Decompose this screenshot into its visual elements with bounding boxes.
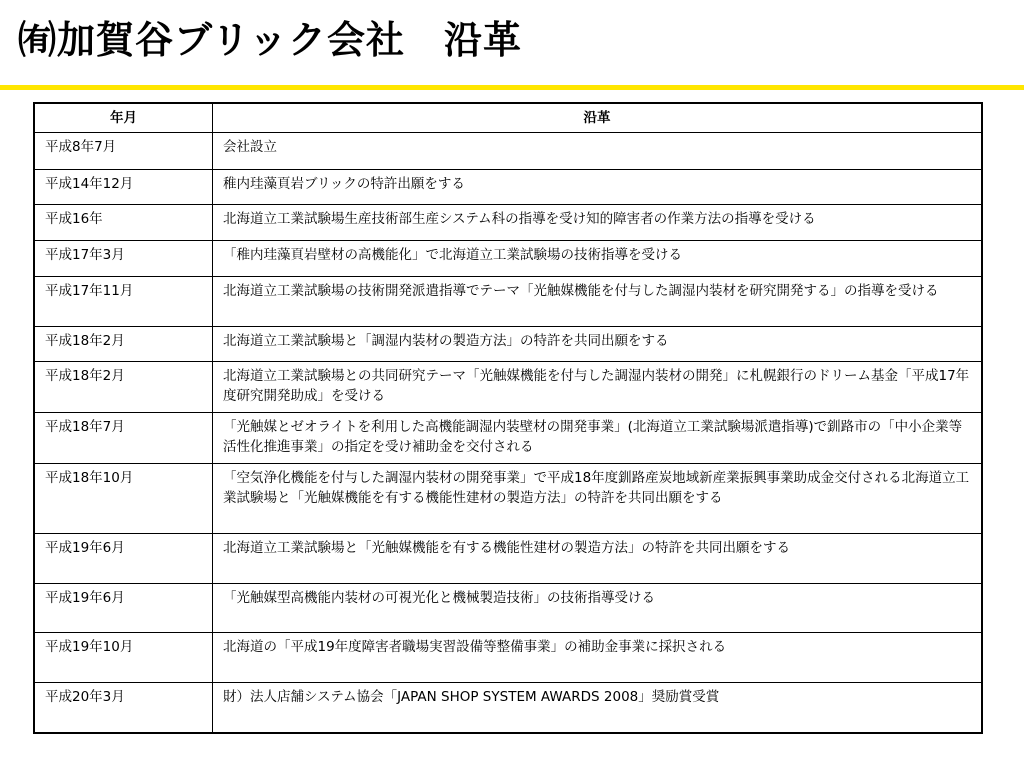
row-history-text: 財）法人店舗システム協会「JAPAN SHOP SYSTEM AWARDS 2008」奨励賞受賞 xyxy=(213,683,983,733)
table-row xyxy=(34,205,982,241)
row-history-text: 北海道の「平成19年度障害者職場実習設備等整備事業」の補助金事業に採択される xyxy=(213,633,983,683)
table-row xyxy=(34,133,982,170)
row-history-text: 北海道立工業試験場と「調湿内装材の製造方法」の特許を共同出願をする xyxy=(213,327,983,362)
table-header-row xyxy=(34,103,982,133)
row-date: 平成14年12月 xyxy=(34,170,213,205)
table-row xyxy=(34,534,982,584)
table-row xyxy=(34,277,982,327)
table-row xyxy=(34,633,982,683)
row-date: 平成17年3月 xyxy=(34,241,213,277)
row-date: 平成20年3月 xyxy=(34,683,213,733)
table-row xyxy=(34,413,982,464)
title-underline xyxy=(0,85,1024,90)
row-history-text: 「光触媒とゼオライトを利用した高機能調湿内装壁材の開発事業」(北海道立工業試験場派遣指導)で釧路市の「中小企業等活性化推進事業」の指定を受け補助金を交付される xyxy=(213,413,983,464)
row-date: 平成17年11月 xyxy=(34,277,213,327)
history-table xyxy=(33,102,983,734)
table-row xyxy=(34,584,982,633)
table-body xyxy=(34,133,982,733)
row-history-text: 「光触媒型高機能内装材の可視光化と機械製造技術」の技術指導受ける xyxy=(213,584,983,633)
row-history-text: 会社設立 xyxy=(213,133,983,170)
row-history-text: 「稚内珪藻頁岩壁材の高機能化」で北海道立工業試験場の技術指導を受ける xyxy=(213,241,983,277)
row-date: 平成8年7月 xyxy=(34,133,213,170)
row-date: 平成18年7月 xyxy=(34,413,213,464)
table-row xyxy=(34,683,982,733)
row-date: 平成16年 xyxy=(34,205,213,241)
row-history-text: 「空気浄化機能を付与した調湿内装材の開発事業」で平成18年度釧路産炭地域新産業振興事業助成金交付される北海道立工業試験場と「光触媒機能を有する機能性建材の製造方法」の特許を共同出願をする xyxy=(213,464,983,534)
page-title: ㈲加賀谷ブリック会社 沿革 xyxy=(18,18,522,62)
table-row xyxy=(34,241,982,277)
column-header-history: 沿革 xyxy=(213,103,983,133)
row-date: 平成19年6月 xyxy=(34,534,213,584)
row-history-text: 北海道立工業試験場生産技術部生産システム科の指導を受け知的障害者の作業方法の指導を受ける xyxy=(213,205,983,241)
row-history-text: 稚内珪藻頁岩ブリックの特許出願をする xyxy=(213,170,983,205)
table-row xyxy=(34,327,982,362)
row-date: 平成19年10月 xyxy=(34,633,213,683)
column-header-date: 年月 xyxy=(34,103,213,133)
row-date: 平成18年2月 xyxy=(34,327,213,362)
table-row xyxy=(34,170,982,205)
table-row xyxy=(34,362,982,413)
row-date: 平成19年6月 xyxy=(34,584,213,633)
row-date: 平成18年10月 xyxy=(34,464,213,534)
row-history-text: 北海道立工業試験場の技術開発派遣指導でテーマ「光触媒機能を付与した調湿内装材を研究開発する」の指導を受ける xyxy=(213,277,983,327)
row-history-text: 北海道立工業試験場と「光触媒機能を有する機能性建材の製造方法」の特許を共同出願をする xyxy=(213,534,983,584)
table-row xyxy=(34,464,982,534)
row-history-text: 北海道立工業試験場との共同研究テーマ「光触媒機能を付与した調湿内装材の開発」に札幌銀行のドリーム基金「平成17年度研究開発助成」を受ける xyxy=(213,362,983,413)
row-date: 平成18年2月 xyxy=(34,362,213,413)
